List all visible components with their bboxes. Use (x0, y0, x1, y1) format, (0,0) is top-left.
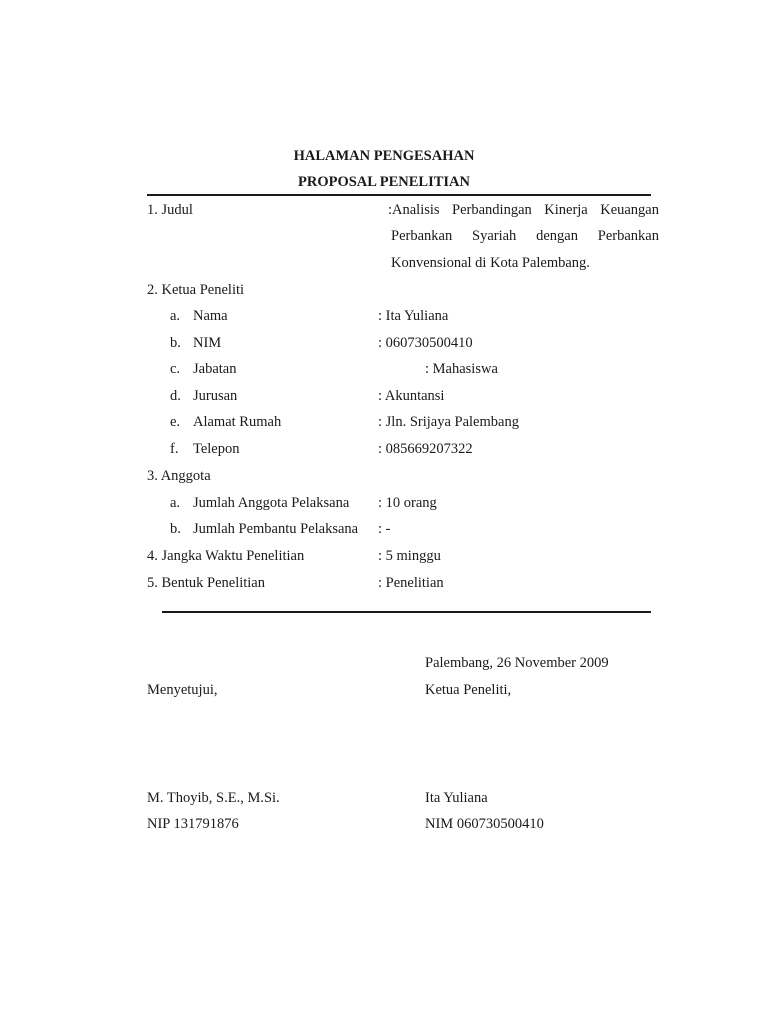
jabatan-value: : Mahasiswa (425, 361, 498, 377)
judul-value-line2: Perbankan Syariah dengan Perbankan (391, 228, 659, 244)
jurusan-value: : Akuntansi (378, 388, 445, 404)
anggota-item-marker: a. (170, 495, 181, 511)
anggota-item-marker: b. (170, 521, 181, 537)
nim-value: : 060730500410 (378, 335, 473, 351)
nim-label: NIM (193, 335, 222, 351)
approver-name: M. Thoyib, S.E., M.Si. (147, 790, 280, 806)
ketua-item-marker: b. (170, 335, 181, 351)
bentuk-label: 5. Bentuk Penelitian (147, 575, 265, 591)
approver-role: Menyetujui, (147, 682, 218, 698)
alamat-label: Alamat Rumah (193, 414, 282, 430)
bottom-rule (162, 611, 651, 613)
page-subtitle: PROPOSAL PENELITIAN (297, 174, 471, 190)
researcher-name: Ita Yuliana (425, 790, 488, 806)
telepon-label: Telepon (193, 441, 240, 457)
judul-label: 1. Judul (147, 202, 193, 218)
judul-value-line1: :Analisis Perbandingan Kinerja Keuangan (388, 202, 659, 218)
researcher-role: Ketua Peneliti, (425, 682, 512, 698)
jumlah-pembantu-value: : - (378, 521, 391, 537)
approver-nip: NIP 131791876 (147, 816, 239, 832)
ketua-item-marker: c. (170, 361, 181, 377)
judul-value-line3: Konvensional di Kota Palembang. (391, 255, 590, 271)
jurusan-label: Jurusan (193, 388, 238, 404)
jabatan-label: Jabatan (193, 361, 237, 377)
researcher-nim: NIM 060730500410 (425, 816, 544, 832)
waktu-value: : 5 minggu (378, 548, 441, 564)
top-rule (147, 194, 651, 196)
jumlah-anggota-label: Jumlah Anggota Pelaksana (193, 495, 350, 511)
jumlah-anggota-value: : 10 orang (378, 495, 437, 511)
page-title: HALAMAN PENGESAHAN (293, 148, 475, 164)
jumlah-pembantu-label: Jumlah Pembantu Pelaksana (193, 521, 359, 537)
nama-label: Nama (193, 308, 228, 324)
ketua-item-marker: e. (170, 414, 181, 430)
place-date: Palembang, 26 November 2009 (425, 655, 609, 671)
ketua-item-marker: d. (170, 388, 181, 404)
telepon-value: : 085669207322 (378, 441, 473, 457)
anggota-label: 3. Anggota (147, 468, 211, 484)
ketua-label: 2. Ketua Peneliti (147, 282, 245, 298)
alamat-value: : Jln. Srijaya Palembang (378, 414, 519, 430)
waktu-label: 4. Jangka Waktu Penelitian (147, 548, 305, 564)
ketua-item-marker: f. (170, 441, 179, 457)
bentuk-value: : Penelitian (378, 575, 444, 591)
nama-value: : Ita Yuliana (378, 308, 449, 324)
ketua-item-marker: a. (170, 308, 181, 324)
